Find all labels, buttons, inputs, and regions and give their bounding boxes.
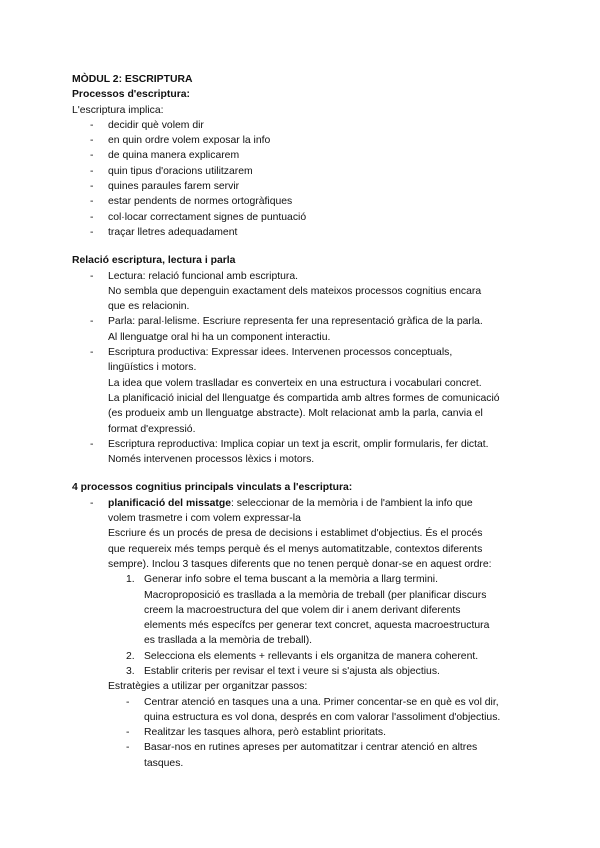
text-line: Al llenguatge oral hi ha un component interactiu. — [108, 331, 331, 343]
text-line — [108, 496, 528, 511]
list-item — [72, 725, 528, 740]
cognitive-list — [72, 496, 528, 527]
list-item: - de quina manera explicarem — [72, 148, 528, 163]
text-line: Només intervenen processos lèxics i motors. — [108, 454, 315, 466]
text-line: Establir criteris per revisar el text i veure si s'ajusta als objectius. — [144, 665, 440, 677]
tasks-list — [72, 572, 528, 679]
text-line: creem la macroestructura del que volem dir i anem derivant diferents — [144, 604, 461, 616]
text-line: quina estructura es vol dona, després en com valorar l'assoliment d'objectius. — [144, 711, 501, 723]
text-line: Escriure és un procés de presa de decisions i establimet d'objectius. És el procés — [108, 528, 483, 540]
item-number: 2. — [126, 650, 135, 662]
list-item — [72, 572, 528, 648]
list-item: - en quin ordre volem exposar la info — [72, 133, 528, 148]
text-line: elements més específcs per generar text concret, aquesta macroestructura — [144, 620, 490, 632]
list-item — [72, 269, 528, 315]
item-number: 3. — [126, 665, 135, 677]
list-item: - traçar lletres adequadament — [72, 225, 528, 240]
text-line: - Escriptura productiva: Expressar idees. Intervenen processos conceptuals, — [108, 347, 453, 359]
processes-list — [72, 118, 528, 240]
list-item: - estar pendents de normes ortogràfiques — [72, 194, 528, 209]
list-item: - quines paraules farem servir — [72, 179, 528, 194]
list-item — [72, 314, 528, 345]
planning-rest: : seleccionar de la memòria i de l'ambient la info que — [231, 497, 473, 509]
planning-paragraph — [72, 526, 528, 572]
text-line: - Realitzar les tasques alhora, però establint prioritats. — [144, 727, 386, 739]
text-line: que es relacionin. — [108, 301, 190, 313]
text-line: lingüístics i motors. — [108, 362, 197, 374]
text-line: Generar info sobre el tema buscant a la memòria a llarg termini. — [144, 574, 438, 586]
text-line: tasques. — [144, 757, 184, 769]
text-line: No sembla que depenguin exactament dels mateixos processos cognitius encara — [108, 285, 482, 297]
module-title: MÒDUL 2: ESCRIPTURA — [72, 74, 193, 85]
text-line: volem trasmetre i com volem expressar-la — [108, 513, 301, 525]
list-item — [72, 649, 528, 664]
relation-heading: Relació escriptura, lectura i parla — [72, 255, 236, 267]
list-item — [72, 496, 528, 527]
document-page — [72, 72, 528, 771]
list-item: - decidir què volem dir — [72, 118, 528, 133]
list-item — [72, 664, 528, 679]
processes-heading: Processos d'escriptura: — [72, 89, 190, 101]
list-item — [72, 695, 528, 726]
list-item — [72, 345, 528, 437]
text-line: format d'expressió. — [108, 423, 196, 435]
list-item — [72, 740, 528, 771]
planning-term: planificació del missatge — [108, 497, 231, 509]
strategies-list — [72, 695, 528, 771]
text-line: La idea que volem traslladar es converteix en una estructura i vocabulari concret. — [108, 377, 482, 389]
list-item: - col·locar correctament signes de puntuació — [72, 210, 528, 225]
text-line: es trasllada a la memòria de treball). — [144, 635, 313, 647]
text-line: - Parla: paral·lelisme. Escriure representa fer una representació gràfica de la parla. — [108, 316, 483, 328]
text-line: - Lectura: relació funcional amb escriptura. — [108, 270, 299, 282]
list-item: - quin tipus d'oracions utilitzarem — [72, 164, 528, 179]
strategies-label: Estratègies a utilizar per organitzar passos: — [108, 681, 308, 693]
text-line: La planificació inicial del llenguatge és compartida amb altres formes de comunicació — [108, 392, 500, 404]
text-line: que requereix més temps perquè és el menys automatitzable, contextos diferents — [108, 543, 483, 555]
strategies-label-wrap — [72, 679, 528, 694]
text-line: sempre). Inclou 3 tasques diferents que no tenen perquè donar-se en aquest ordre: — [108, 558, 492, 570]
text-line: - Centrar atenció en tasques una a una. Primer concentar-se en què es vol dir, — [144, 696, 499, 708]
processes-intro: L'escriptura implica: — [72, 104, 164, 116]
text-line: (es produeix amb un llenguatge abstracte). Molt relacionat amb la parla, canvia el — [108, 408, 483, 420]
item-number: 1. — [126, 574, 135, 586]
text-line: Macroproposició es trasllada a la memòria de treball (per planificar discurs — [144, 589, 487, 601]
list-item — [72, 437, 528, 468]
text-line: Selecciona els elements + rellevants i els organitza de manera coherent. — [144, 650, 479, 662]
text-line: - Escriptura reproductiva: Implica copiar un text ja escrit, omplir formularis, fer dictat. — [108, 438, 489, 450]
relation-list — [72, 269, 528, 468]
cognitive-heading: 4 processos cognitius principals vinculats a l'escriptura: — [72, 482, 353, 494]
text-line: - Basar-nos en rutines apreses per automatitzar i centrar atenció en altres — [144, 742, 478, 754]
